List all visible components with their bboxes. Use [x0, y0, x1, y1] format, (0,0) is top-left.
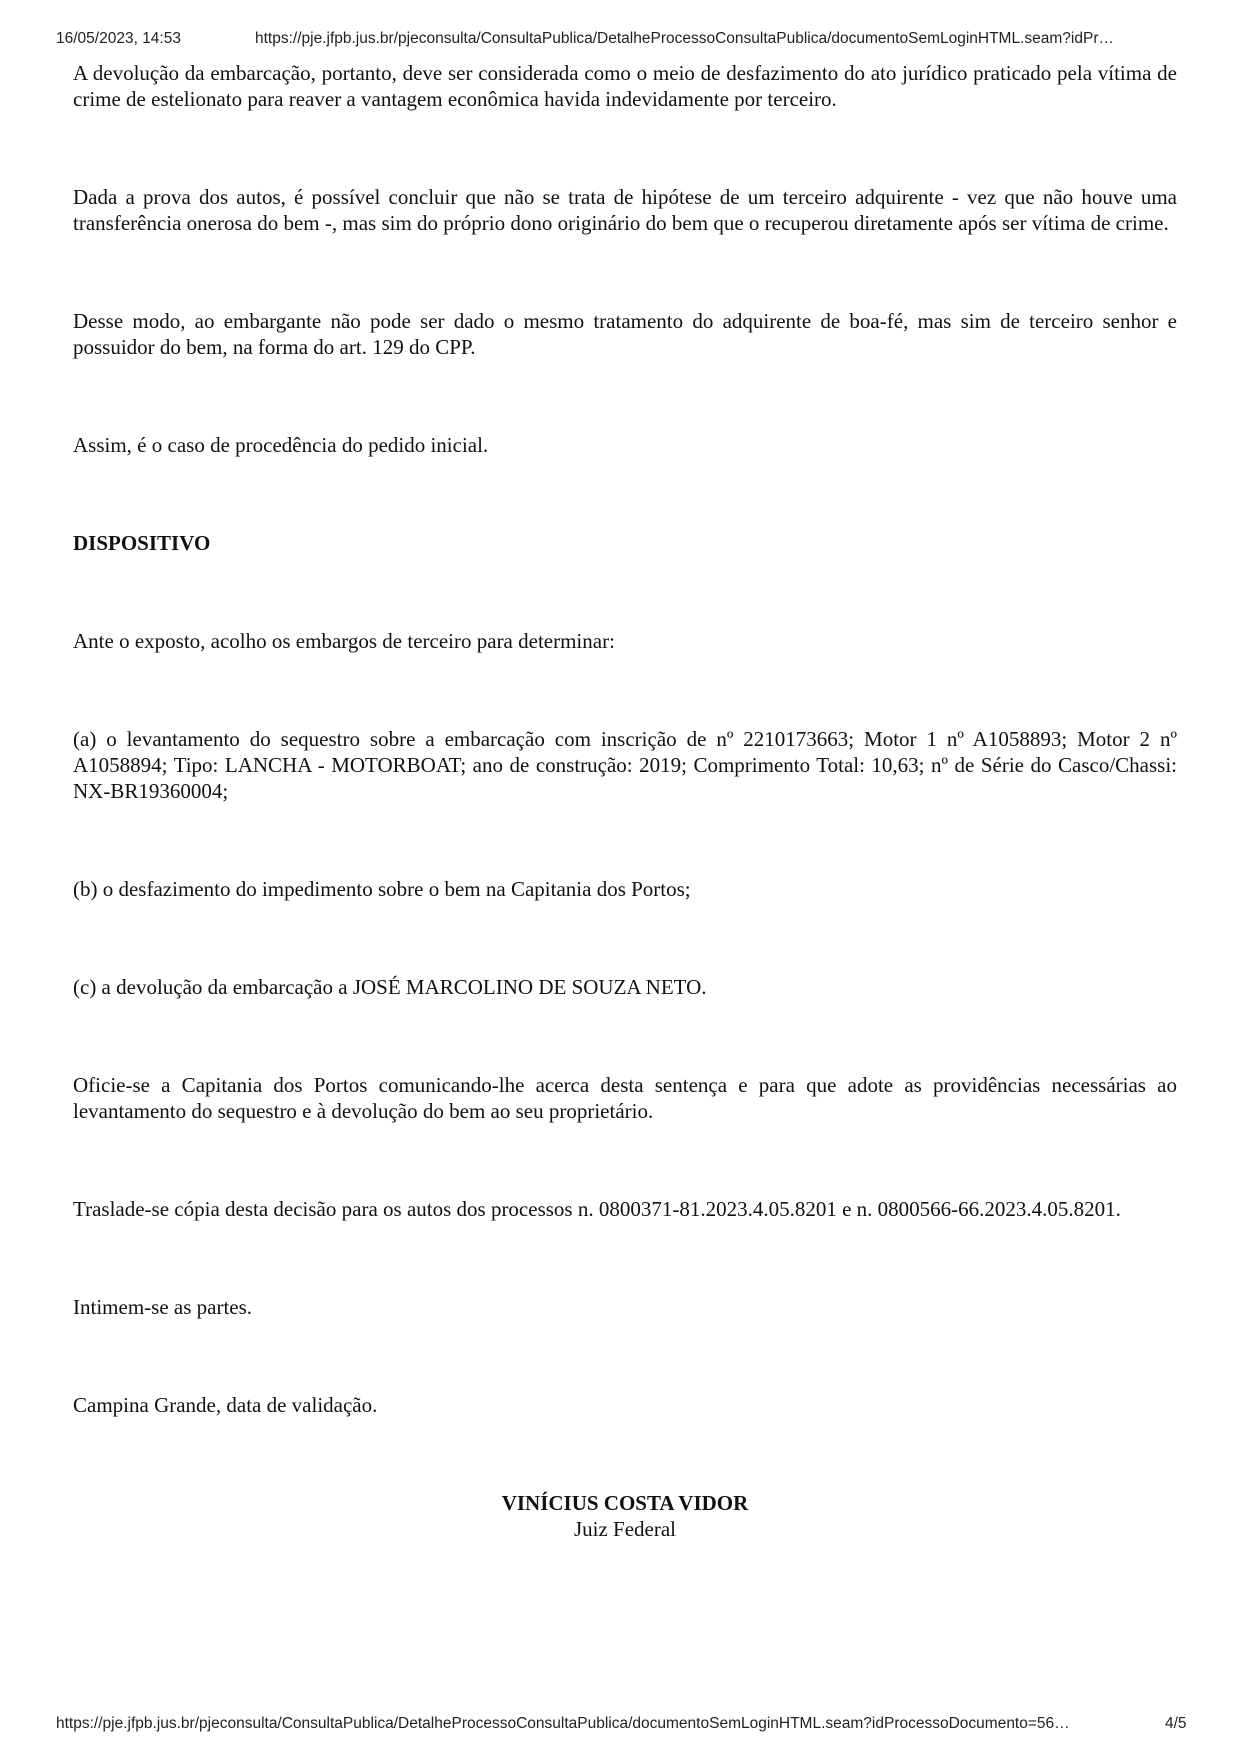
- print-footer-url: https://pje.jfpb.jus.br/pjeconsulta/ConsultaPublica/DetalheProcessoConsultaPublica/documentoSemLoginHTML.seam?idProcessoDocumento=56…: [56, 1715, 1070, 1732]
- paragraph-devolucao: A devolução da embarcação, portanto, deve ser considerada como o meio de desfazimento do ato jurídico praticado pela vítima de crime de estelionato para reaver a vantagem econômica havida indevidamente por terceiro.: [73, 61, 1177, 111]
- paragraph-desse-modo: Desse modo, ao embargante não pode ser dado o mesmo tratamento do adquirente de boa-fé, mas sim de terceiro senhor e possuidor do bem, na forma do art. 129 do CPP.: [73, 309, 1177, 359]
- paragraph-intimem-se: Intimem-se as partes.: [73, 1295, 253, 1319]
- print-datetime: 16/05/2023, 14:53: [56, 30, 181, 47]
- page-number: 4/5: [1165, 1715, 1187, 1732]
- print-header-url: https://pje.jfpb.jus.br/pjeconsulta/ConsultaPublica/DetalheProcessoConsultaPublica/documentoSemLoginHTML.seam?idPr…: [255, 30, 1114, 47]
- section-heading-dispositivo: DISPOSITIVO: [73, 531, 211, 555]
- paragraph-item-b: (b) o desfazimento do impedimento sobre o bem na Capitania dos Portos;: [73, 877, 691, 901]
- paragraph-prova-dos-autos: Dada a prova dos autos, é possível concluir que não se trata de hipótese de um terceiro adquirente - vez que não houve uma transferência onerosa do bem -, mas sim do próprio dono originário do bem que o recuperou diretamente após ser vítima de crime.: [73, 185, 1177, 235]
- paragraph-item-c: (c) a devolução da embarcação a JOSÉ MARCOLINO DE SOUZA NETO.: [73, 975, 707, 999]
- paragraph-ante-o-exposto: Ante o exposto, acolho os embargos de terceiro para determinar:: [73, 629, 615, 653]
- signature-block: [73, 1490, 1177, 1542]
- paragraph-procedencia: Assim, é o caso de procedência do pedido inicial.: [73, 433, 489, 457]
- document-body: [73, 60, 1177, 1542]
- paragraph-local-data: Campina Grande, data de validação.: [73, 1393, 378, 1417]
- paragraph-oficie-se: Oficie-se a Capitania dos Portos comunicando-lhe acerca desta sentença e para que adote as providências necessárias ao levantamento do sequestro e à devolução do bem ao seu proprietário.: [73, 1073, 1177, 1123]
- signatory-title: Juiz Federal: [573, 1517, 677, 1541]
- paragraph-traslade-se: Traslade-se cópia desta decisão para os autos dos processos n. 0800371-81.2023.4.05.8201 e n. 0800566-66.2023.4.05.8201.: [73, 1197, 1121, 1221]
- signatory-name: VINÍCIUS COSTA VIDOR: [501, 1491, 749, 1515]
- paragraph-item-a: (a) o levantamento do sequestro sobre a embarcação com inscrição de nº 2210173663; Motor 1 nº A1058893; Motor 2 nº A1058894; Tipo: LANCHA - MOTORBOAT; ano de construção: 2019; Comprimento Total: 10,63; nº de Série do Casco/Chassi: NX-BR19360004;: [73, 727, 1177, 803]
